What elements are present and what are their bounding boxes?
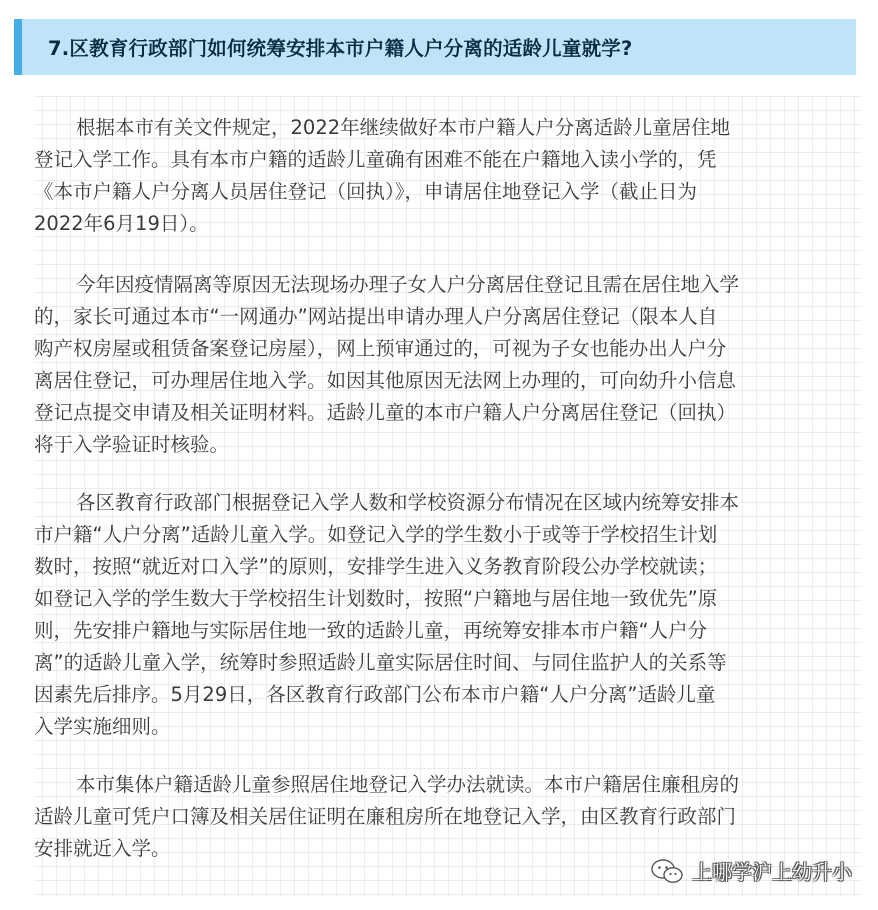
paragraph-line: 购产权房屋或租赁备案登记房屋），网上预审通过的，可视为子女也能办出人户分 [34,337,727,360]
paragraph-line: 的，家长可通过本市“一网通办”网站提出申请办理人户分离居住登记（限本人自 [34,305,718,328]
watermark-text: 上哪学沪上幼升小 [692,860,852,884]
wechat-icon [650,858,684,884]
watermark [650,856,852,885]
paragraph-line: 本市集体户籍适龄儿童参照居住地登记入学办法就读。本市户籍居住廉租房的 [76,773,740,796]
paragraph-line: 安排就近入学。 [34,837,171,860]
paragraph-4 [34,769,862,865]
section-header [14,19,856,75]
paragraph-3 [34,487,862,743]
paragraph-line: 离居住登记，可办理居住地入学。如因其他原因无法网上办理的，可向幼升小信息 [34,369,737,392]
paragraph-line: 数时，按照“就近对口入学”的原则，安排学生进入义务教育阶段公办学校就读； [34,555,718,578]
section-title: 7.区教育行政部门如何统筹安排本市户籍人户分离的适龄儿童就学? [48,37,633,60]
paragraph-line: 2022年6月19日）。 [34,212,209,235]
paragraph-line: 根据本市有关文件规定，2022年继续做好本市户籍人户分离适龄儿童居住地 [76,116,731,139]
paragraph-line: 将于入学验证时核验。 [34,433,230,456]
paragraph-line: 如登记入学的学生数大于学校招生计划数时，按照“户籍地与居住地一致优先”原 [34,587,718,610]
paragraph-line: 入学实施细则。 [34,715,171,738]
paragraph-line: 今年因疫情隔离等原因无法现场办理子女人户分离居住登记且需在居住地入学 [76,273,740,296]
paragraph-line: 适龄儿童可凭户口簿及相关居住证明在廉租房所在地登记入学，由区教育行政部门 [34,805,737,828]
paragraph-2 [34,269,862,461]
paragraph-1 [34,112,862,240]
paragraph-line: 《本市户籍人户分离人员居住登记（回执）》，申请居住地登记入学（截止日为 [34,180,698,203]
paragraph-line: 离”的适龄儿童入学，统筹时参照适龄儿童实际居住时间、与同住监护人的关系等 [34,651,727,674]
paragraph-line: 登记入学工作。具有本市户籍的适龄儿童确有困难不能在户籍地入读小学的，凭 [34,148,717,171]
paragraph-line: 登记点提交申请及相关证明材料。适龄儿童的本市户籍人户分离居住登记（回执） [34,401,737,424]
article-body [34,96,862,896]
paragraph-line: 各区教育行政部门根据登记入学人数和学校资源分布情况在区域内统筹安排本 [76,491,740,514]
paragraph-line: 则，先安排户籍地与实际居住地一致的适龄儿童，再统筹安排本市户籍“人户分 [34,619,708,642]
paragraph-line: 因素先后排序。5月29日，各区教育行政部门公布本市户籍“人户分离”适龄儿童 [34,683,716,706]
paragraph-line: 市户籍“人户分离”适龄儿童入学。如登记入学的学生数小于或等于学校招生计划 [34,523,718,546]
